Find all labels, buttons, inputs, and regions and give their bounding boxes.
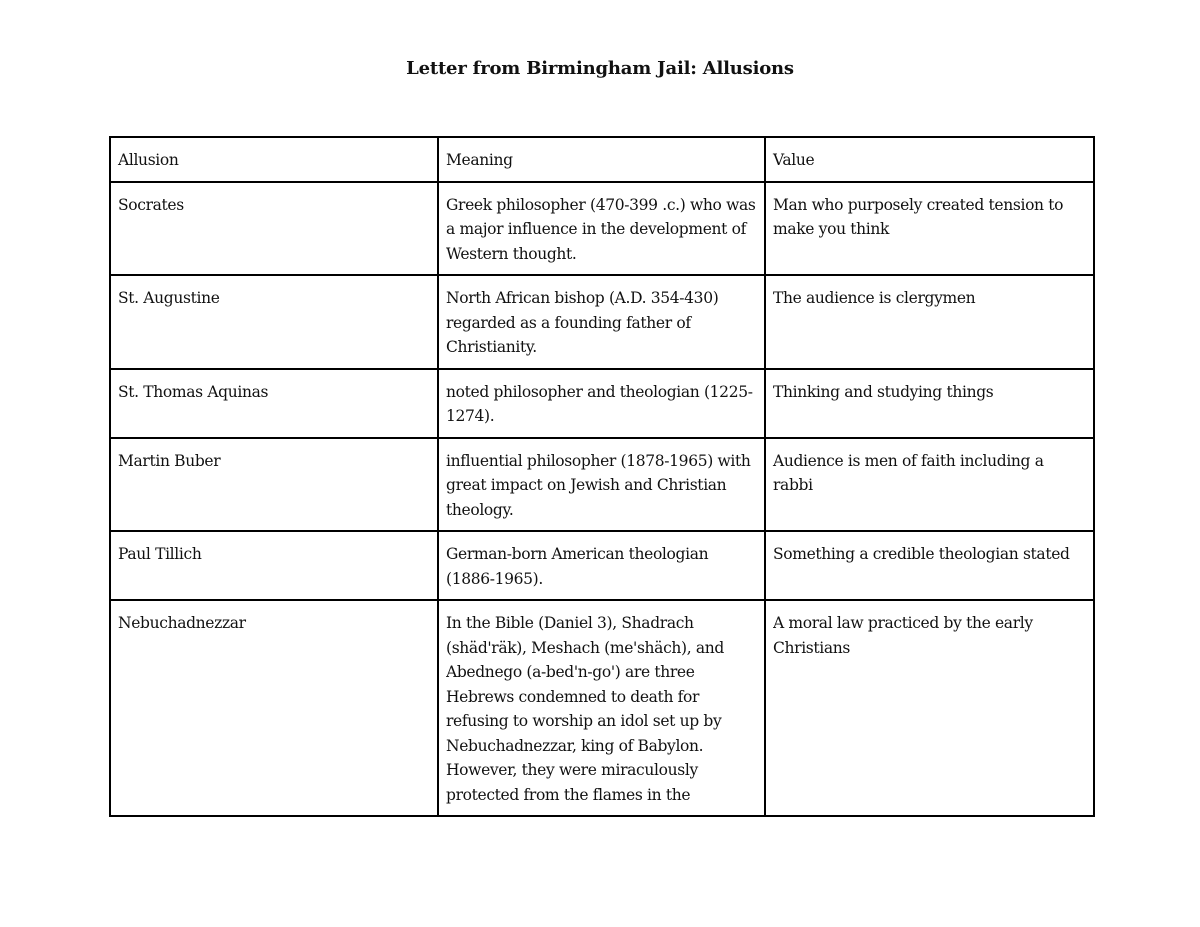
value-cell — [765, 600, 1094, 816]
value-cell: Audience is men of faith including a rabbi — [765, 438, 1094, 532]
table-row — [110, 531, 1094, 600]
column-header-allusion: Allusion — [110, 137, 438, 182]
value-cell: Something a credible theologian stated — [765, 531, 1094, 600]
table-row — [110, 275, 1094, 369]
value-text: A moral law practiced by the early Christians — [773, 614, 1033, 657]
allusion-cell: Martin Buber — [110, 438, 438, 532]
column-header-value: Value — [765, 137, 1094, 182]
allusion-cell — [110, 600, 438, 816]
allusion-cell: St. Augustine — [110, 275, 438, 369]
allusion-cell: St. Thomas Aquinas — [110, 369, 438, 438]
table-row — [110, 369, 1094, 438]
allusions-table — [109, 136, 1095, 817]
table-header-row — [110, 137, 1094, 182]
meaning-cell: North African bishop (A.D. 354-430) regarded as a founding father of Christianity. — [438, 275, 765, 369]
value-cell: The audience is clergymen — [765, 275, 1094, 369]
table-row — [110, 182, 1094, 276]
meaning-cell: influential philosopher (1878-1965) with great impact on Jewish and Christian theology. — [438, 438, 765, 532]
table-row — [110, 600, 1094, 816]
meaning-text: In the Bible (Daniel 3), Shadrach (shäd'räk), Meshach (me'shäch), and Abednego (a-bed'n-go') are three Hebrews condemned to death for refusing to worship an idol set up by Nebuchadnezzar, king of Babylon. However, they were miraculously protected from the flames in the — [446, 614, 724, 804]
column-header-meaning: Meaning — [438, 137, 765, 182]
meaning-cell — [438, 600, 765, 816]
allusion-cell: Paul Tillich — [110, 531, 438, 600]
allusion-text: Nebuchadnezzar — [118, 614, 246, 632]
meaning-cell: Greek philosopher (470-399 .c.) who was a major influence in the development of Western thought. — [438, 182, 765, 276]
meaning-cell: noted philosopher and theologian (1225-1274). — [438, 369, 765, 438]
value-cell: Man who purposely created tension to make you think — [765, 182, 1094, 276]
allusion-cell: Socrates — [110, 182, 438, 276]
meaning-cell: German-born American theologian (1886-1965). — [438, 531, 765, 600]
value-cell: Thinking and studying things — [765, 369, 1094, 438]
page-title: Letter from Birmingham Jail: Allusions — [406, 58, 794, 79]
table-row — [110, 438, 1094, 532]
